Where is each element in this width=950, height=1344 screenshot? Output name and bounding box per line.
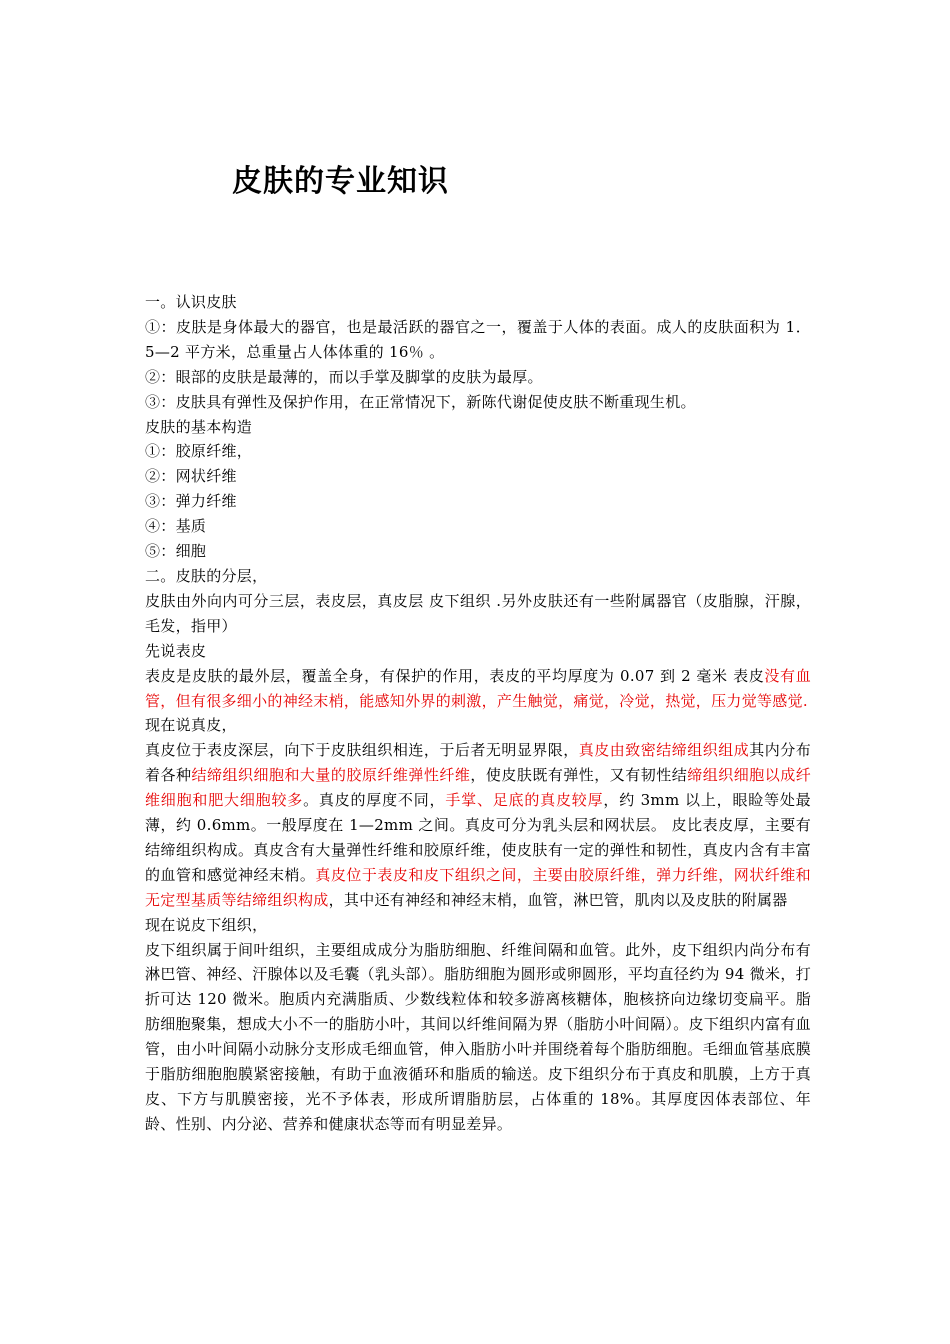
paragraph — [145, 664, 811, 714]
highlighted-text: 真皮位于表皮和皮下组织之间，主要由胶原纤维，弹力纤维，网状纤维和无定型基质等结缔组织构成 — [145, 865, 811, 909]
list-item: ⑤：细胞 — [145, 542, 207, 561]
text-run: 表皮是皮肤的最外层，覆盖全身，有保护的作用，表皮的平均厚度为 0.07 到 2 毫米 表皮 — [145, 666, 765, 685]
paragraph: ②：眼部的皮肤是最薄的，而以手掌及脚掌的皮肤为最厚。 — [145, 367, 543, 386]
list-item: ②：网状纤维 — [145, 467, 237, 486]
list-item: ①：胶原纤维， — [145, 442, 253, 461]
text-run: 其内分布着各种 — [145, 741, 811, 785]
highlighted-text: 手掌、足底的真皮较厚 — [445, 791, 604, 810]
page-title: 皮肤的专业知识 — [232, 164, 449, 199]
text-run: 。真皮的厚度不同， — [303, 791, 446, 810]
text-run: ，使皮肤既有弹性，又有韧性结 — [470, 766, 688, 785]
section-heading: 现在说真皮， — [145, 716, 237, 735]
paragraph — [145, 738, 811, 912]
list-item: ③：弹力纤维 — [145, 492, 237, 511]
section-heading: 先说表皮 — [145, 641, 207, 660]
paragraph: ①：皮肤是身体最大的器官，也是最活跃的器官之一，覆盖于人体的表面。成人的皮肤面积为 1．5—2 平方米，总重量占人体体重的 16％ 。 — [145, 317, 811, 361]
text-run: 真皮位于表皮深层，向下于皮肤组织相连，于后者无明显界限， — [145, 741, 579, 760]
highlighted-text: 缔组织细胞以成纤维细胞和肥大细胞较多 — [145, 766, 812, 810]
paragraph: 皮肤由外向内可分三层，表皮层，真皮层 皮下组织 .另外皮肤还有一些附属器官（皮脂腺，汗腺，毛发，指甲） — [145, 591, 811, 635]
paragraph: 皮下组织属于间叶组织，主要组成成分为脂肪细胞、纤维间隔和血管。此外，皮下组织内尚分布有淋巴管、神经、汗腺体以及毛囊（乳头部）。脂肪细胞为圆形或卵圆形，平均直径约为 94 微米，打折可达 120 微米。胞质内充满脂质、少数线粒体和较多游离核糖体，胞核挤向边缘切变扁平。脂肪细胞聚集，想成大小不一的脂肪小叶，其间以纤维间隔为界（脂肪小叶间隔）。皮下组织内富有血管，由小叶间隔小动脉分支形成毛细血管，伸入脂肪小叶并围绕着每个脂肪细胞。毛细血管基底膜于脂肪细胞胞膜紧密接触，有助于血液循环和脂质的输送。皮下组织分布于真皮和肌膜，上方于真皮、下方与肌膜密接，光不予体表，形成所谓脂肪层，占体重的 18%。其厚度因体表部位、年龄、性别、内分泌、营养和健康状态等而有明显差异。 — [145, 940, 811, 1133]
section-heading: 一。认识皮肤 — [145, 293, 237, 311]
document-body — [145, 290, 811, 1137]
text-run: ，其中还有神经和神经末梢，血管，淋巴管，肌肉以及皮肤的附属器 — [328, 890, 788, 909]
list-item: ④：基质 — [145, 517, 207, 536]
highlighted-text: 真皮由致密结缔组织组成 — [578, 741, 750, 760]
text-run: ，约 3mm 以上，眼睑等处最薄，约 0.6mm。一般厚度在 1—2mm 之间。真皮可分为乳头层和网状层。 皮比表皮厚，主要有结缔组织构成。真皮含有大量弹性纤维和胶原纤维，使皮肤有一定的弹性和韧性，真皮内含有丰富的血管和感觉神经末梢。 — [145, 791, 811, 884]
section-heading: 皮肤的基本构造 — [145, 417, 253, 436]
section-heading: 二。皮肤的分层， — [145, 566, 268, 585]
highlighted-text: 没有血管，但有很多细小的神经末梢，能感知外界的刺激，产生触觉，痛觉，冷觉，热觉，压力觉等感觉. — [145, 666, 811, 710]
section-heading: 现在说皮下组织， — [145, 915, 268, 934]
paragraph: ③：皮肤具有弹性及保护作用，在正常情况下，新陈代谢促使皮肤不断重现生机。 — [145, 392, 696, 411]
highlighted-text: 结缔组织细胞和大量的胶原纤维弹性纤维 — [191, 766, 471, 785]
